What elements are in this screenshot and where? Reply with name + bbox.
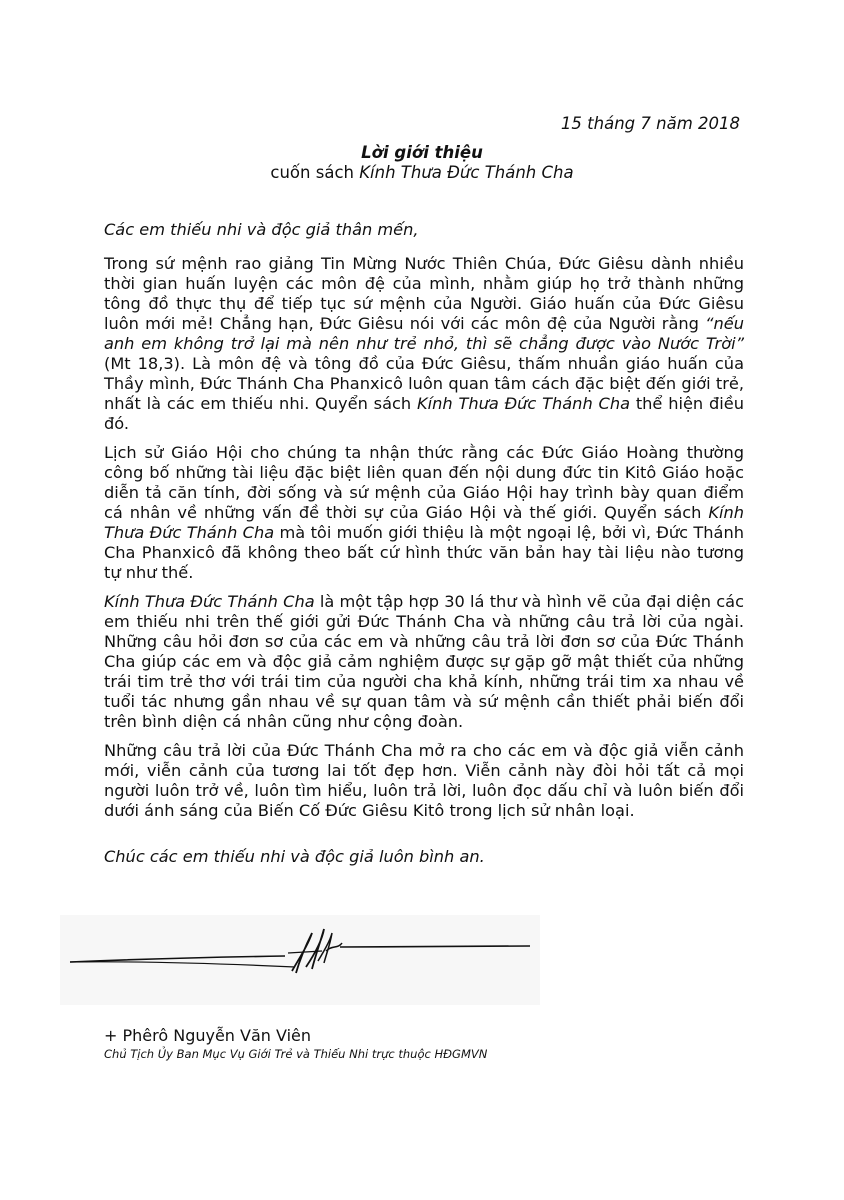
subtitle-prefix: cuốn sách <box>270 163 360 182</box>
paragraph-3 <box>104 592 744 732</box>
letter-body <box>104 220 744 876</box>
signer-name: + Phêrô Nguyễn Văn Viên <box>104 1026 312 1045</box>
signer-title: Chủ Tịch Ủy Ban Mục Vụ Giới Trẻ và Thiếu Nhi trực thuộc HĐGMVN <box>104 1047 488 1061</box>
p2-text-a: Lịch sử Giáo Hội cho chúng ta nhận thức rằng các Đức Giáo Hoàng thường công bố những tài liệu đặc biệt liên quan đến nội dung đức tin Kitô Giáo hoặc diễn tả căn tính, đời sống và sứ mệnh của Giáo Hội hay trình bày quan điểm cá nhân về những vấn đề thời sự của Giáo Hội và thế giới. Quyển sách <box>104 443 744 522</box>
signature-image <box>60 915 540 1005</box>
p3-book-title: Kính Thưa Đức Thánh Cha <box>104 592 315 611</box>
p1-text-c: thể hiện điều đó. <box>104 394 744 433</box>
p1-text-a: Trong sứ mệnh rao giảng Tin Mừng Nước Thiên Chúa, Đức Giêsu dành nhiều thời gian huấn luyện các môn đệ của mình, nhằm giúp họ trở thành những tông đồ thực thụ để tiếp tục sứ mệnh của Người. Giáo huấn của Đức Giêsu luôn mới mẻ! Chẳng hạn, Đức Giêsu nói với các môn đệ của Người rằng <box>104 254 744 333</box>
p1-scripture-quote: “nếu anh em không trở lại mà nên như trẻ nhỏ, thì sẽ chẳng được vào Nước Trời” <box>104 314 744 353</box>
paragraph-1 <box>104 254 744 434</box>
paragraph-2 <box>104 443 744 583</box>
paragraph-4: Những câu trả lời của Đức Thánh Cha mở ra cho các em và độc giả viễn cảnh mới, viễn cảnh của tương lai tốt đẹp hơn. Viễn cảnh này đòi hỏi tất cả mọi người luôn trở về, luôn tìm hiểu, luôn trả lời, luôn đọc dấu chỉ và luôn biến đổi dưới ánh sáng của Biến Cố Đức Giêsu Kitô trong lịch sử nhân loại. <box>104 741 744 820</box>
subtitle-book-title: Kính Thưa Đức Thánh Cha <box>359 163 574 182</box>
letter-date: 15 tháng 7 năm 2018 <box>560 114 740 133</box>
closing-line: Chúc các em thiếu nhi và độc giả luôn bình an. <box>104 847 485 866</box>
letter-subtitle <box>0 163 844 182</box>
p1-text-b: (Mt 18,3). Là môn đệ và tông đồ của Đức Giêsu, thấm nhuần giáo huấn của Thầy mình, Đức Thánh Cha Phanxicô luôn quan tâm cách đặc biệt đến giới trẻ, nhất là các em thiếu nhi. Quyển sách <box>104 354 744 413</box>
p1-book-title: Kính Thưa Đức Thánh Cha <box>417 394 630 413</box>
p2-text-b: mà tôi muốn giới thiệu là một ngoại lệ, bởi vì, Đức Thánh Cha Phanxicô đã không theo bất cứ hình thức văn bản hay tài liệu nào tương tự như thế. <box>104 523 744 582</box>
salutation: Các em thiếu nhi và độc giả thân mến, <box>104 220 419 239</box>
letter-title: Lời giới thiệu <box>361 143 483 162</box>
p3-text-a: là một tập hợp 30 lá thư và hình vẽ của đại diện các em thiếu nhi trên thế giới gửi Đức Thánh Cha và những câu trả lời của ngài. Những câu hỏi đơn sơ của các em và những câu trả lời đơn sơ của Đức Thánh Cha giúp các em và độc giả cảm nghiệm được sự gặp gỡ mật thiết của những trái tim trẻ thơ với trái tim của người cha khả kính, những trái tim xa nhau về tuổi tác nhưng gần nhau về sự quan tâm và sứ mệnh cần thiết phải biến đổi trên bình diện cá nhân cũng như cộng đoàn. <box>104 592 744 731</box>
p2-book-title: Kính Thưa Đức Thánh Cha <box>104 503 744 542</box>
